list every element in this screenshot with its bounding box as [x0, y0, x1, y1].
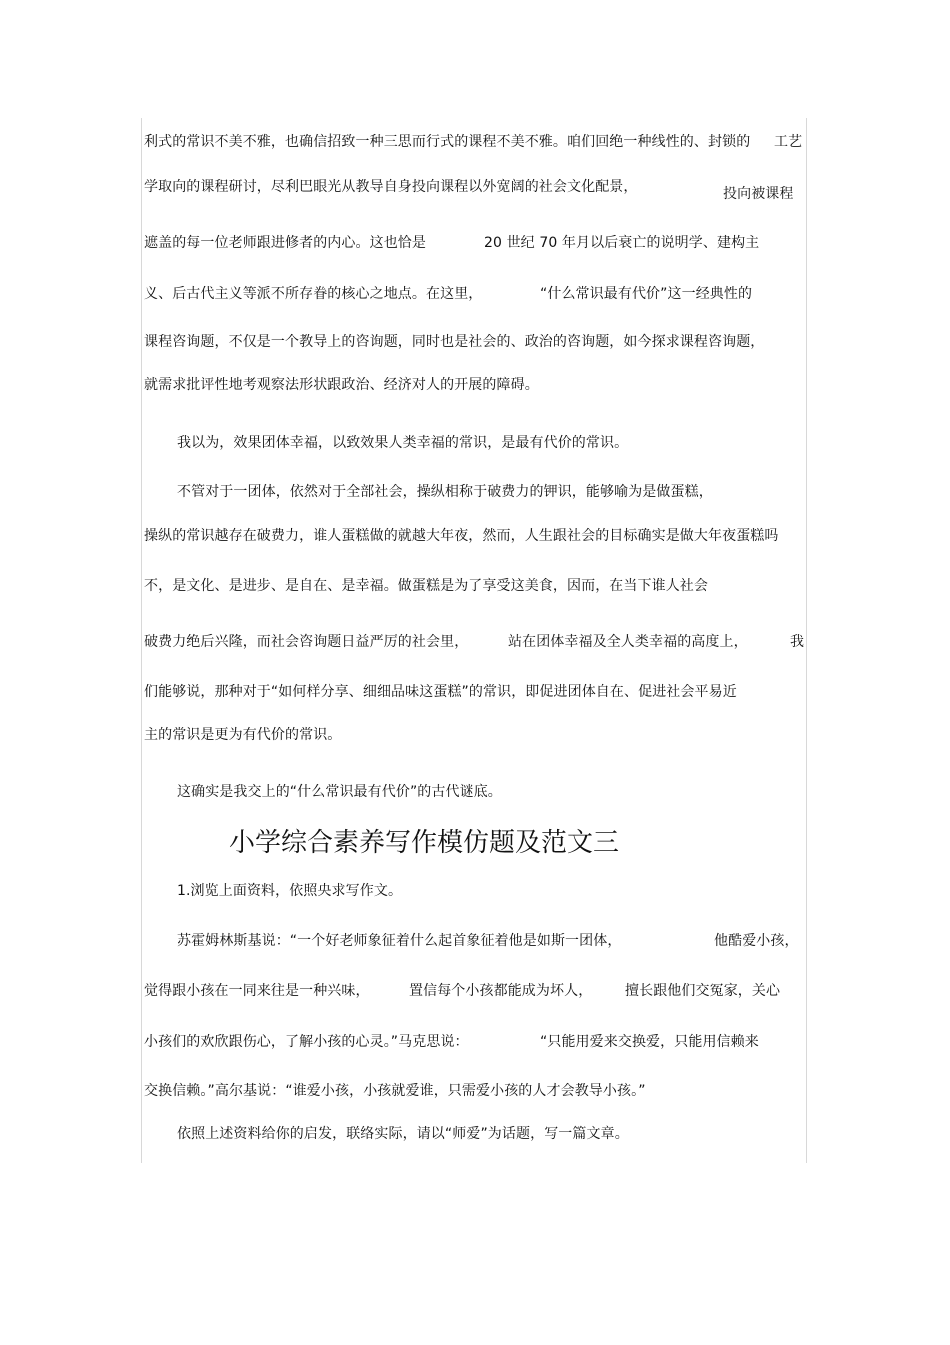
- para3-line6: 主的常识是更为有代价的常识。: [144, 727, 342, 743]
- quote-line1b: 他酷爱小孩，: [714, 933, 799, 949]
- quote-line2a: 觉得跟小孩在一同来往是一种兴味，: [144, 983, 370, 999]
- left-margin-line: [141, 118, 142, 1163]
- quote-line3a: 小孩们的欢欣跟伤心，了解小孩的心灵。”马克思说：: [144, 1034, 469, 1050]
- para3-line2: 操纵的常识越存在破费力，谁人蛋糕做的就越大年夜，然而，人生跟社会的目标确实是做大年夜蛋糕吗: [144, 528, 779, 544]
- para1-line2-end: 投向被课程: [723, 186, 794, 202]
- para3-line4b: 站在团体幸福及全人类幸福的高度上，: [508, 634, 748, 650]
- para2: 我以为，效果团体幸福，以致效果人类幸福的常识，是最有代价的常识。: [177, 435, 629, 451]
- quote-line1a: 苏霍姆林斯基说：“一个好老师象征着什么起首象征着他是如斯一团体，: [177, 933, 622, 949]
- para3-line4c: 我: [790, 634, 805, 650]
- quote-line2c: 擅长跟他们交冤家，关心: [625, 983, 781, 999]
- para1-line5: 课程咨询题，不仅是一个教导上的咨询题，同时也是社会的、政治的咨询题，如今探求课程咨询题，: [144, 334, 765, 350]
- writing-prompt: 依照上述资料给你的启发，联络实际，请以“师爱”为话题，写一篇文章。: [177, 1126, 629, 1142]
- task-instruction: 1.浏览上面资料，依照央求写作文。: [177, 883, 403, 899]
- section-heading: 小学综合素养写作模仿题及范文三: [229, 828, 620, 858]
- para1-line4b: “什么常识最有代价”这一经典性的: [540, 286, 753, 302]
- para4: 这确实是我交上的“什么常识最有代价”的古代谜底。: [177, 784, 502, 800]
- para1-line3b: 20 世纪 70 年月以后衰亡的说明学、建构主: [484, 235, 760, 251]
- quote-line3b: “只能用爱来交换爱，只能用信赖来: [540, 1034, 759, 1050]
- quote-line2b: 置信每个小孩都能成为坏人，: [409, 983, 593, 999]
- para3-line3: 不，是文化、是进步、是自在、是幸福。做蛋糕是为了享受这美食，因而，在当下谁人社会: [144, 578, 708, 594]
- para1-line6: 就需求批评性地考观察法形状跟政治、经济对人的开展的障碍。: [144, 377, 539, 393]
- para3-line1: 不管对于一团体，依然对于全部社会，操纵相称于破费力的钾识，能够喻为是做蛋糕，: [177, 484, 713, 500]
- para1-line2: 学取向的课程研讨，尽利巴眼光从教导自身投向课程以外宽阔的社会文化配景，: [144, 179, 638, 195]
- quote-line4: 交换信赖。”高尔基说：“谁爱小孩，小孩就爱谁，只需爱小孩的人才会教导小孩。”: [144, 1083, 646, 1099]
- para1-line4a: 义、后古代主义等派不所存眷的核心之地点。在这里，: [144, 286, 483, 302]
- para1-line1-end: 工艺: [774, 134, 803, 150]
- para1-line3a: 遮盖的每一位老师跟进修者的内心。这也恰是: [144, 235, 426, 251]
- para1-line1: 利式的常识不美不雅，也确信招致一种三思而行式的课程不美不雅。咱们回绝一种线性的、封锁的: [144, 134, 751, 150]
- para3-line4a: 破费力绝后兴隆，而社会咨询题日益严厉的社会里，: [144, 634, 469, 650]
- para3-line5: 们能够说，那种对于“如何样分享、细细品味这蛋糕”的常识，即促进团体自在、促进社会平易近: [144, 684, 737, 700]
- right-margin-line: [806, 118, 807, 1163]
